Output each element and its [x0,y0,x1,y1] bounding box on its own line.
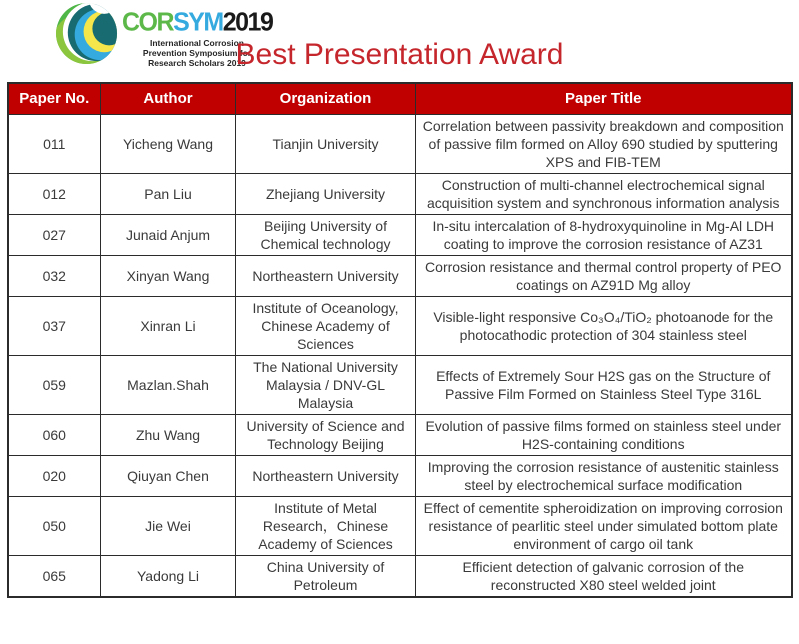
table-body [8,114,792,597]
column-header-paper-title: Paper Title [416,83,792,114]
organization-cell: China University of Petroleum [236,555,416,597]
organization-cell: Beijing University of Chemical technology [236,214,416,255]
table-row [8,214,792,255]
table-row [8,455,792,496]
logo-brand [122,9,272,35]
author-cell: Yadong Li [101,555,236,597]
author-cell: Jie Wei [101,496,236,555]
paper-title-cell: Improving the corrosion resistance of austenitic stainless steel by electrochemical surface modification [416,455,792,496]
table-row [8,173,792,214]
organization-cell: Institute of Metal Research，Chinese Academy of Sciences [236,496,416,555]
organization-cell: Zhejiang University [236,173,416,214]
page-header [0,0,799,80]
author-cell: Xinyan Wang [101,255,236,296]
organization-cell: University of Science and Technology Beijing [236,414,416,455]
award-table [7,82,793,598]
paper-no-cell: 037 [8,296,101,355]
author-cell: Junaid Anjum [101,214,236,255]
table-header [8,83,792,114]
author-cell: Qiuyan Chen [101,455,236,496]
author-cell: Pan Liu [101,173,236,214]
column-header-author: Author [101,83,236,114]
paper-no-cell: 050 [8,496,101,555]
paper-no-cell: 059 [8,355,101,414]
logo-tagline-line2: Prevention Symposium for [142,48,252,59]
author-cell: Mazlan.Shah [101,355,236,414]
paper-title-cell: Evolution of passive films formed on stainless steel under H2S-containing conditions [416,414,792,455]
paper-no-cell: 065 [8,555,101,597]
table-row [8,555,792,597]
logo-brand-year: 2019 [222,7,273,37]
paper-title-cell: Efficient detection of galvanic corrosion of the reconstructed X80 steel welded joint [416,555,792,597]
logo-tagline-line3: Research Scholars 2019 [148,58,246,69]
paper-title-cell: In-situ intercalation of 8-hydroxyquinoline in Mg-Al LDH coating to improve the corrosion resistance of AZ31 [416,214,792,255]
author-cell: Zhu Wang [101,414,236,455]
organization-cell: Northeastern University [236,255,416,296]
paper-title-cell: Effects of Extremely Sour H2S gas on the Structure of Passive Film Formed on Stainless Steel Type 316L [416,355,792,414]
logo-tagline-line1: International Corrosion [150,38,244,48]
logo-brand-sym: SYM [173,7,223,37]
paper-no-cell: 027 [8,214,101,255]
paper-no-cell: 020 [8,455,101,496]
table-row [8,496,792,555]
table-row [8,414,792,455]
author-cell: Yicheng Wang [101,114,236,173]
paper-title-cell: Effect of cementite spheroidization on improving corrosion resistance of pearlitic steel under simulated bottom plate environment of cargo oil tank [416,496,792,555]
table-row [8,355,792,414]
paper-title-cell: Construction of multi-channel electrochemical signal acquisition system and synchronous information analysis [416,173,792,214]
column-header-organization: Organization [236,83,416,114]
paper-no-cell: 032 [8,255,101,296]
paper-no-cell: 012 [8,173,101,214]
paper-no-cell: 060 [8,414,101,455]
organization-cell: Tianjin University [236,114,416,173]
author-cell: Xinran Li [101,296,236,355]
paper-no-cell: 011 [8,114,101,173]
paper-title-cell: Corrosion resistance and thermal control property of PEO coatings on AZ91D Mg alloy [416,255,792,296]
page-title: Best Presentation Award [235,38,564,71]
table-row [8,296,792,355]
column-header-paper-no: Paper No. [8,83,101,114]
table-row [8,114,792,173]
paper-title-cell: Visible-light responsive Co₃O₄/TiO₂ photoanode for the photocathodic protection of 304 stainless steel [416,296,792,355]
paper-title-cell: Correlation between passivity breakdown and composition of passive film formed on Alloy 690 studied by sputtering XPS and FIB-TEM [416,114,792,173]
table-header-row [8,83,792,114]
logo-brand-cor: COR [122,7,174,37]
organization-cell: Institute of Oceanology, Chinese Academy of Sciences [236,296,416,355]
organization-cell: Northeastern University [236,455,416,496]
table-row [8,255,792,296]
organization-cell: The National University Malaysia / DNV-GL Malaysia [236,355,416,414]
